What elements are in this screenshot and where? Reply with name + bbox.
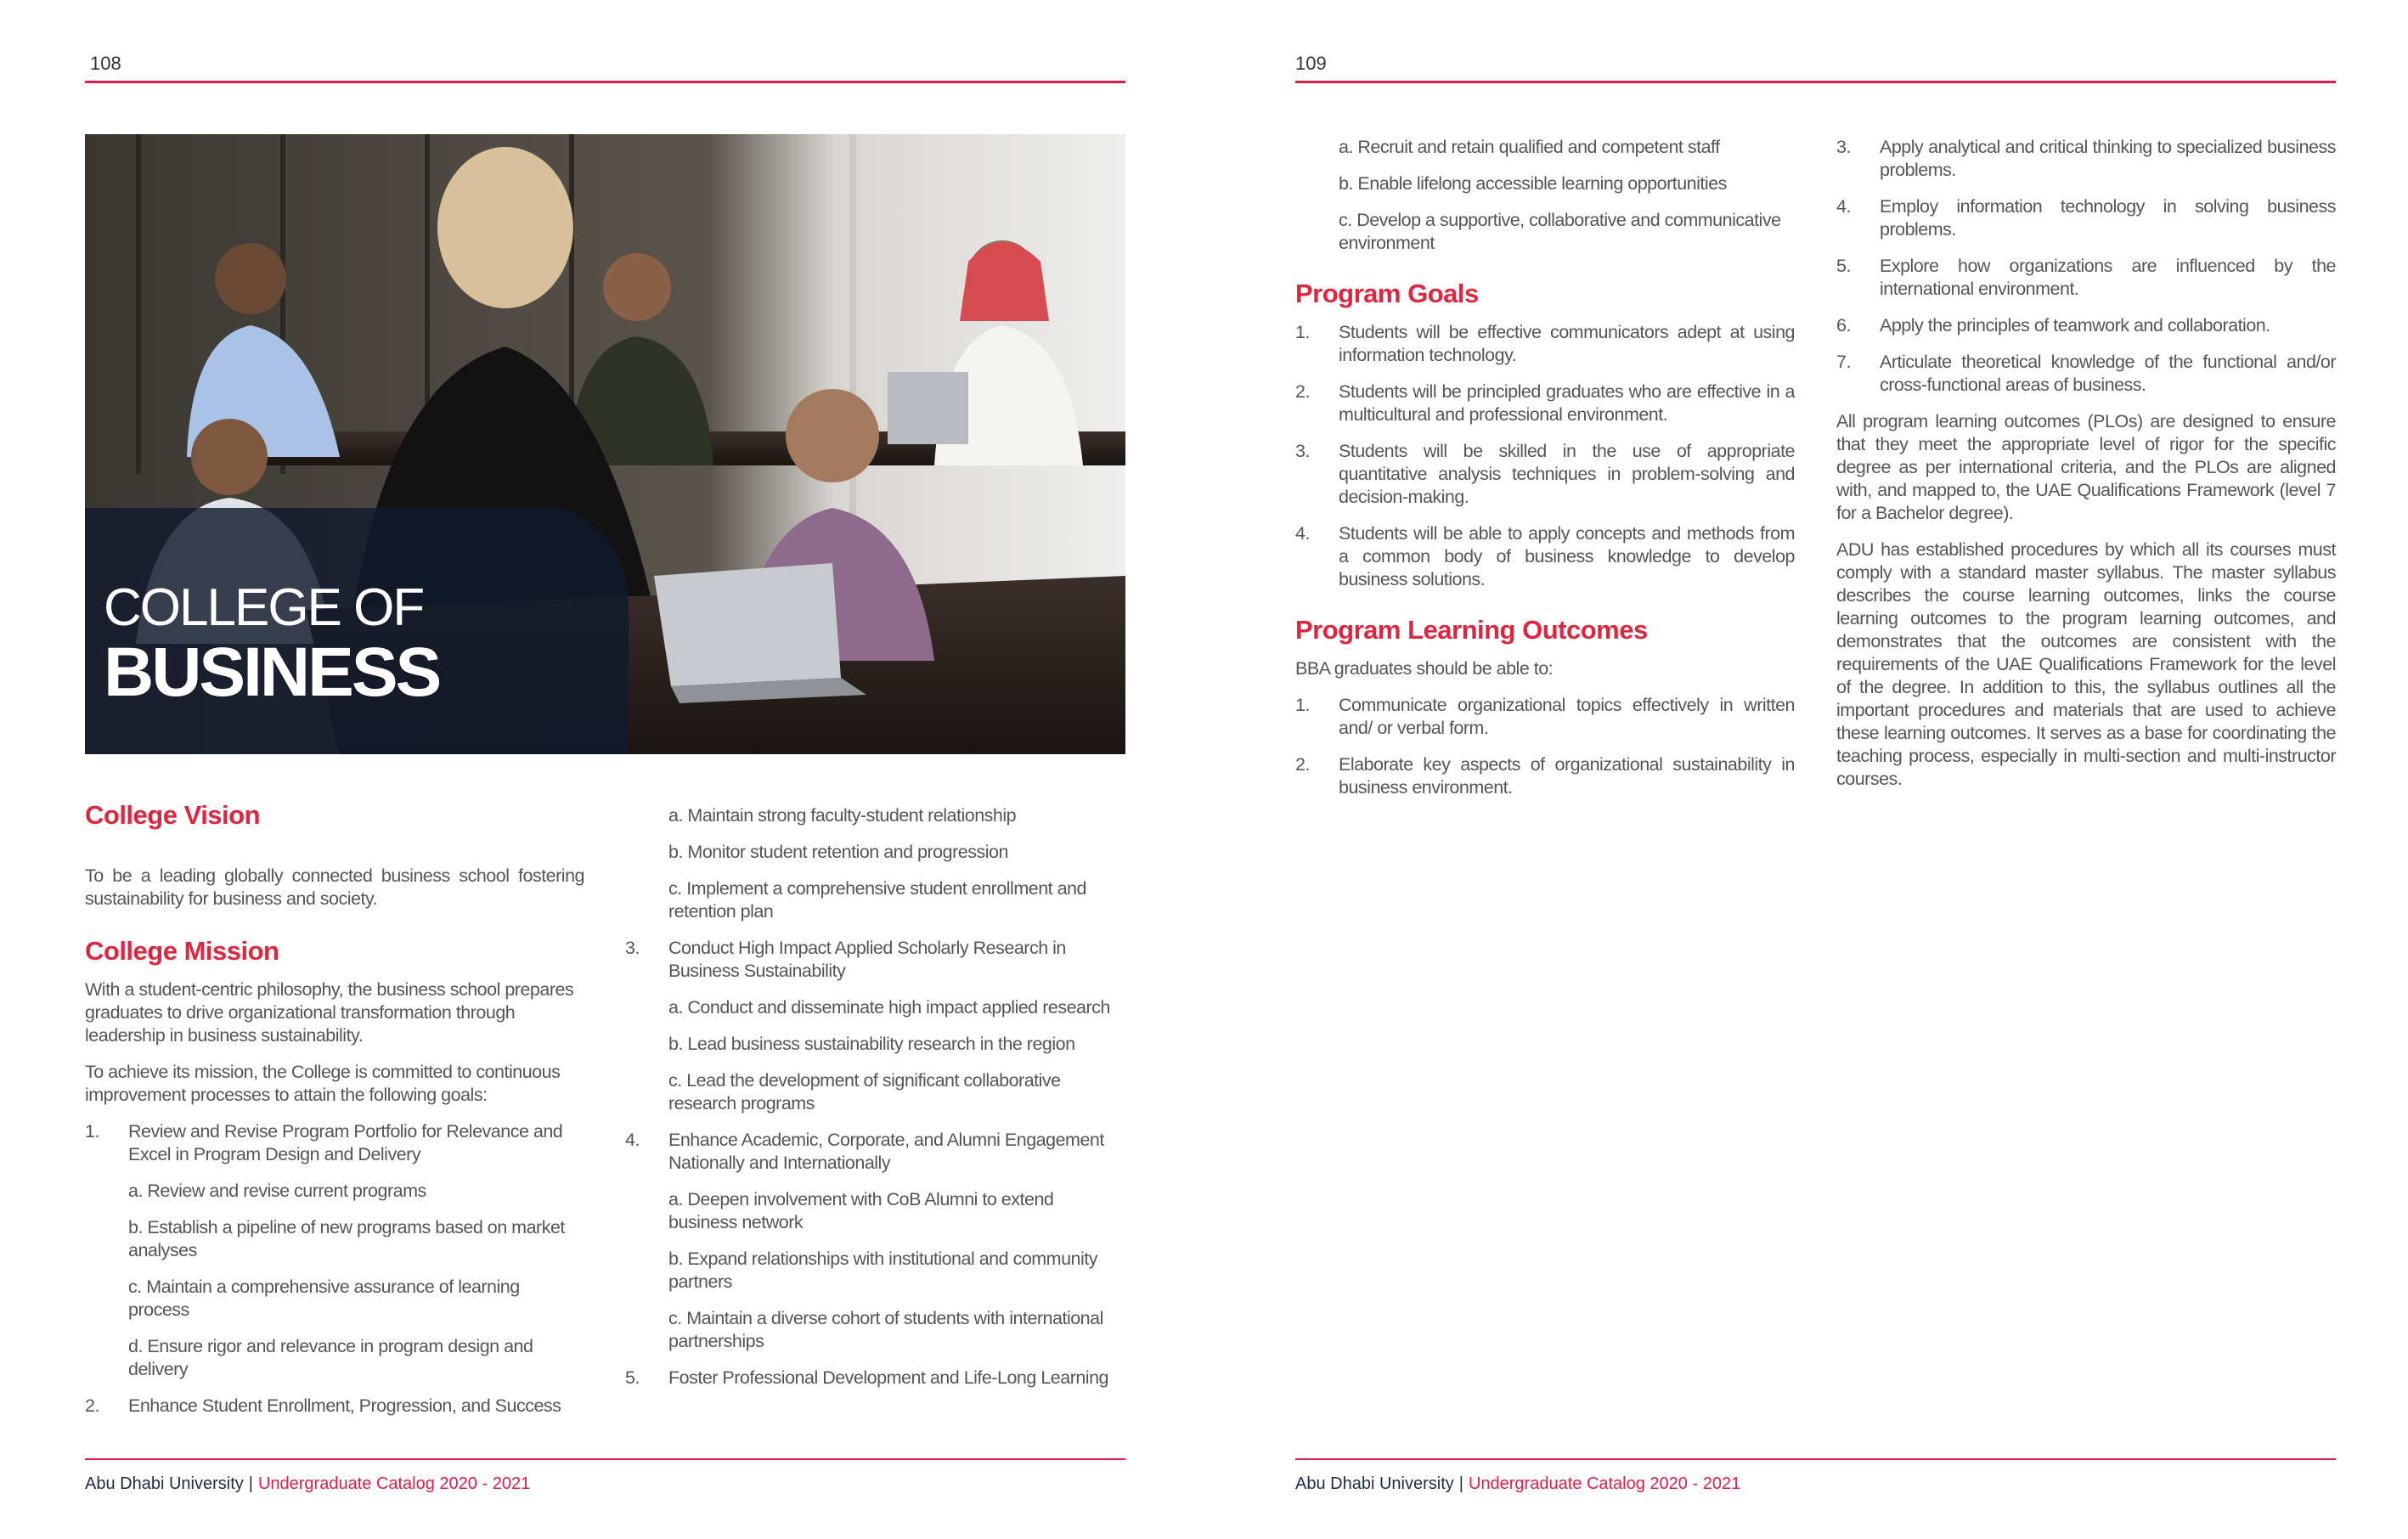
footer-catalog: Undergraduate Catalog 2020 - 2021 — [257, 1474, 531, 1493]
hero-photo — [85, 134, 1125, 754]
goal-subitem: a. Maintain strong faculty-student relationship — [668, 805, 1017, 826]
goal-subitem: b. Enable lifelong accessible learning opportunities — [1339, 173, 1727, 194]
goal-number: 3. — [625, 938, 640, 958]
header-rule — [1295, 81, 2336, 83]
plo-heading: Program Learning Outcomes — [1295, 615, 1648, 645]
hero-title — [104, 580, 439, 709]
plo-item — [1295, 753, 1795, 799]
program-goal-number: 4. — [1295, 523, 1310, 544]
footer-separator: | — [248, 1474, 253, 1493]
goal-item — [625, 1129, 1125, 1175]
vision-heading: College Vision — [85, 800, 261, 830]
goal-number: 4. — [625, 1130, 640, 1150]
plo-number: 4. — [1836, 196, 1851, 217]
program-goals-heading: Program Goals — [1295, 279, 1479, 308]
goal-subitem: a. Conduct and disseminate high impact applied research — [668, 997, 1110, 1018]
goal-text: Enhance Student Enrollment, Progression, and Success — [128, 1395, 561, 1416]
goal-subitem: b. Monitor student retention and progression — [668, 842, 1008, 862]
goal-subitem: b. Expand relationships with institutional and community partners — [668, 1249, 1098, 1292]
goal-subitem: c. Maintain a diverse cohort of students with international partnerships — [668, 1308, 1103, 1351]
middle-column — [625, 804, 1125, 1403]
mission-goals-intro: To achieve its mission, the College is committed to continuous improvement processes to attain the following goals: — [85, 1062, 561, 1105]
goal-subitem: c. Implement a comprehensive student enrollment and retention plan — [668, 878, 1086, 922]
footer-separator: | — [1458, 1474, 1463, 1493]
page-footer — [85, 1474, 530, 1494]
plo-item — [1836, 195, 2336, 241]
plo-number: 2. — [1295, 754, 1310, 775]
plo-text: Employ information technology in solving business problems. — [1880, 196, 2336, 240]
goal-number: 5. — [625, 1367, 640, 1388]
footer-rule — [85, 1458, 1125, 1460]
goal-subitem: b. Establish a pipeline of new programs based on market analyses — [128, 1217, 565, 1260]
plo-text: Apply the principles of teamwork and collaboration. — [1880, 315, 2270, 335]
goal-subitem: b. Lead business sustainability research in the region — [668, 1034, 1075, 1054]
program-goal-number: 1. — [1295, 322, 1310, 342]
plo-text: Apply analytical and critical thinking to specialized business problems. — [1880, 137, 2336, 180]
goal-subitem: d. Ensure rigor and relevance in program design and delivery — [128, 1336, 533, 1379]
plo-item — [1836, 314, 2336, 337]
mission-paragraph: With a student-centric philosophy, the business school prepares graduates to drive organizational transformation through leadership in business sustainability. — [85, 979, 574, 1046]
header-rule — [85, 81, 1125, 83]
program-goal-text: Students will be effective communicators adept at using information technology. — [1339, 322, 1795, 365]
syllabus-paragraph: ADU has established procedures by which all its courses must comply with a standard master syllabus. The master syllabus describes the course learning outcomes, links the course learning outcomes to the program learning outcomes, and demonstrates that the outcomes are consistent with the requirements of the UAE Qualifications Framework for the level of the degree. In addition to this, the syllabus outlines all the important procedures and materials that are used to achieve these learning outcomes. It serves as a base for coordinating the teaching process, especially in multi-section and multi-instructor courses. — [1836, 539, 2336, 789]
plo-intro: BBA graduates should be able to: — [1295, 658, 1554, 679]
goal-subitem: a. Recruit and retain qualified and competent staff — [1339, 137, 1720, 157]
page-109 — [1204, 0, 2407, 1539]
program-goal-item — [1295, 522, 1795, 591]
goal-item — [85, 1395, 584, 1418]
goal-item — [85, 1120, 584, 1166]
goal-text: Enhance Academic, Corporate, and Alumni Engagement Nationally and Internationally — [668, 1130, 1104, 1173]
right-column-a — [1295, 136, 1795, 813]
goal-text: Conduct High Impact Applied Scholarly Research in Business Sustainability — [668, 938, 1066, 981]
hero-title-line2: BUSINESS — [104, 634, 440, 711]
vision-text: To be a leading globally connected business school fostering sustainability for business and society. — [85, 865, 584, 909]
program-goal-text: Students will be skilled in the use of appropriate quantitative analysis techniques in problem-solving and decision-making. — [1339, 441, 1795, 507]
plo-number: 6. — [1836, 315, 1851, 335]
plo-number: 7. — [1836, 352, 1851, 372]
plo-number: 3. — [1836, 137, 1851, 157]
program-goal-text: Students will be able to apply concepts and methods from a common body of business knowledge to develop business solutions. — [1339, 523, 1795, 589]
goal-subitem: a. Review and revise current programs — [128, 1181, 426, 1201]
footer-university: Abu Dhabi University — [85, 1474, 244, 1493]
goal-subitem: c. Lead the development of significant collaborative research programs — [668, 1070, 1061, 1113]
program-goal-item — [1295, 321, 1795, 367]
footer-rule — [1295, 1458, 2336, 1460]
goal-item — [625, 1367, 1125, 1390]
goal-number: 2. — [85, 1395, 99, 1416]
right-column-b — [1836, 136, 2336, 804]
plo-item — [1295, 694, 1795, 740]
mission-heading: College Mission — [85, 936, 279, 966]
page-number: 109 — [1295, 53, 1327, 74]
plo-item — [1836, 136, 2336, 182]
goal-text: Foster Professional Development and Life-Long Learning — [668, 1367, 1108, 1388]
plo-text: Articulate theoretical knowledge of the functional and/or cross-functional areas of business. — [1880, 352, 2336, 395]
page-footer — [1295, 1474, 1740, 1494]
program-goal-number: 3. — [1295, 441, 1310, 461]
goal-number: 1. — [85, 1121, 99, 1142]
program-goal-text: Students will be principled graduates who are effective in a multicultural and professional environment. — [1339, 381, 1795, 425]
goal-subitem: c. Maintain a comprehensive assurance of learning process — [128, 1277, 520, 1320]
plo-item — [1836, 255, 2336, 301]
plo-text: Communicate organizational topics effectively in written and/ or verbal form. — [1339, 695, 1795, 738]
plo-number: 1. — [1295, 695, 1310, 715]
goal-text: Review and Revise Program Portfolio for Relevance and Excel in Program Design and Delivery — [128, 1121, 563, 1164]
program-goal-item — [1295, 440, 1795, 509]
plo-text: Elaborate key aspects of organizational sustainability in business environment. — [1339, 754, 1795, 798]
footer-catalog: Undergraduate Catalog 2020 - 2021 — [1468, 1474, 1741, 1493]
program-goal-number: 2. — [1295, 381, 1310, 402]
hero-title-line1: COLLEGE OF — [104, 578, 424, 637]
goal-subitem: a. Deepen involvement with CoB Alumni to extend business network — [668, 1189, 1054, 1232]
left-column — [85, 800, 584, 1431]
plo-paragraph: All program learning outcomes (PLOs) are designed to ensure that they meet the appropriate level of rigor for the specific degree as per international criteria, and the PLOs are aligned with, and mapped to, the UAE Qualifications Framework (level 7 for a Bachelor degree). — [1836, 411, 2336, 523]
program-goal-item — [1295, 381, 1795, 426]
page-number: 108 — [90, 53, 121, 74]
goal-subitem: c. Develop a supportive, collaborative and communicative environment — [1339, 210, 1781, 253]
plo-number: 5. — [1836, 256, 1851, 276]
footer-university: Abu Dhabi University — [1295, 1474, 1454, 1493]
plo-text: Explore how organizations are influenced by the international environment. — [1880, 256, 2336, 299]
plo-item — [1836, 351, 2336, 397]
goal-item — [625, 937, 1125, 983]
